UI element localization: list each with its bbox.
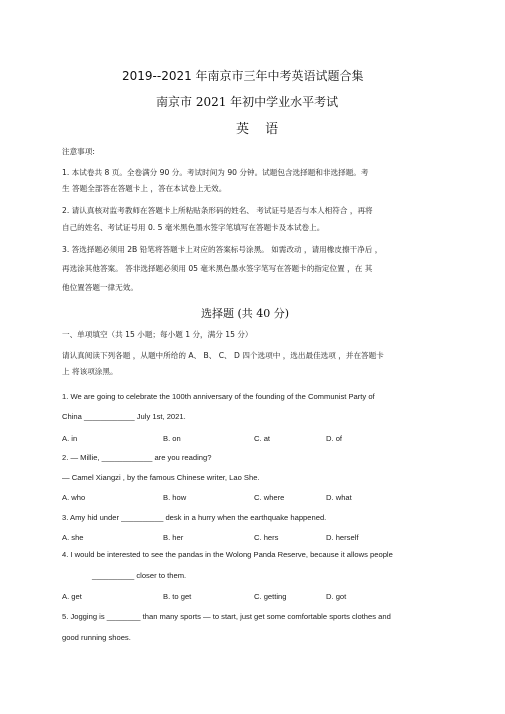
note-3-line-1: 3. 答选择题必须用 2B 铅笔将答题卡上对应的答案标号涂黑。 如需改动 ，请用橡皮擦干净后 ，: [62, 245, 383, 254]
question-2-option-d: D. what: [326, 493, 352, 502]
note-1-line-1: 1. 本试卷共 8 页。全卷满分 90 分。考试时间为 90 分钟。试题包含选择题和非选择题。考: [62, 168, 369, 177]
part-heading: 一、单项填空（共 15 小题；每小题 1 分，满分 15 分）: [62, 330, 253, 339]
note-2-line-1: 2. 请认真核对监考教师在答题卡上所粘贴条形码的姓名、 考试证号是否与本人相符合 ，再将: [62, 206, 373, 215]
note-2-line-2: 自己的姓名、考试证号用 0. 5 毫米黑色墨水签字笔填写在答题卡及本试卷上。: [62, 223, 325, 232]
question-3-option-d: D. herself: [326, 533, 359, 542]
notes-heading: 注意事项:: [62, 147, 95, 156]
question-2-stem-line-1: 2. — Millie, ____________ are you reading?: [62, 453, 212, 462]
exam-subtitle: 南京市 2021 年初中学业水平考试: [156, 95, 339, 109]
subject-title: 英 语: [236, 122, 285, 137]
question-4-option-c: C. getting: [254, 592, 287, 601]
question-1-option-d: D. of: [326, 434, 343, 443]
question-3-option-a: A. she: [62, 533, 84, 542]
question-3-option-b: B. her: [163, 533, 184, 542]
question-4-stem-line-1: 4. I would be interested to see the pandas in the Wolong Panda Reserve, because it allows people: [62, 550, 393, 559]
question-2-option-a: A. who: [62, 493, 86, 502]
question-2-option-b: B. how: [163, 493, 187, 502]
question-4-option-a: A. get: [62, 592, 82, 601]
question-1-option-a: A. in: [62, 434, 78, 443]
instructions-line-2: 上 将该项涂黑。: [62, 367, 118, 376]
question-2-option-c: C. where: [254, 493, 285, 502]
note-3-line-2: 再选涂其他答案。 答非选择题必须用 05 毫米黑色墨水签字笔写在答题卡的指定位置 ，在 其: [62, 264, 373, 273]
question-2-stem-line-2: — Camel Xiangzi , by the famous Chinese writer, Lao She.: [62, 473, 260, 482]
question-5-stem-line-1: 5. Jogging is ________ than many sports — to start, just get some comfortable sports clothes and: [62, 612, 391, 621]
question-1-stem-line-2: China ____________ July 1st, 2021.: [62, 412, 186, 421]
question-4-stem-line-2: __________ closer to them.: [92, 571, 187, 580]
question-3-stem: 3. Amy hid under __________ desk in a hurry when the earthquake happened.: [62, 513, 327, 522]
question-1-option-c: C. at: [254, 434, 271, 443]
section-title: 选择题 (共 40 分): [201, 307, 290, 320]
document-title: 2019--2021 年南京市三年中考英语试题合集: [122, 69, 364, 83]
question-4-option-d: D. got: [326, 592, 347, 601]
instructions-line-1: 请认真阅读下列各题 ，从题中所给的 A、 B、 C、 D 四个选项中 ，选出最佳选项 ，并在答题卡: [62, 351, 384, 360]
question-5-stem-line-2: good running shoes.: [62, 633, 131, 642]
question-1-option-b: B. on: [163, 434, 181, 443]
question-3-option-c: C. hers: [254, 533, 279, 542]
question-1-stem-line-1: 1. We are going to celebrate the 100th anniversary of the founding of the Communist Party of: [62, 392, 375, 401]
question-4-option-b: B. to get: [163, 592, 192, 601]
note-3-line-3: 他位置答题一律无效。: [62, 283, 138, 292]
note-1-line-2: 生 答题全部答在答题卡上 ，答在本试卷上无效。: [62, 184, 227, 193]
